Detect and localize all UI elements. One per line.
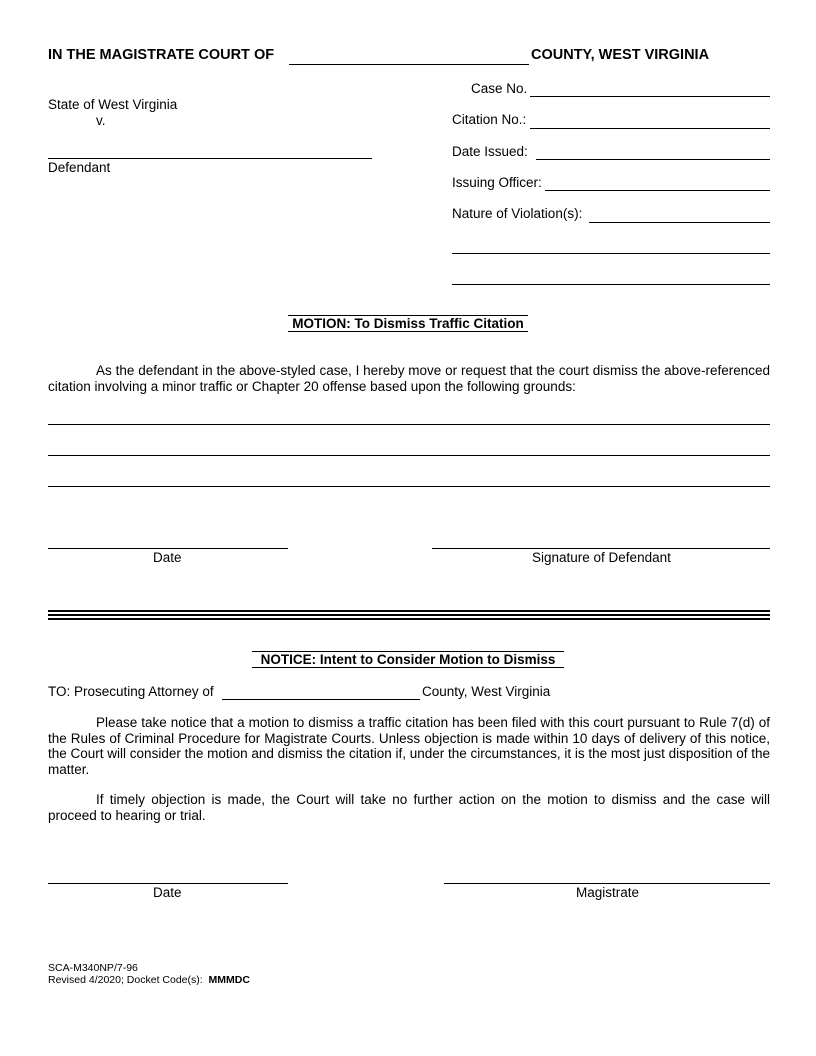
nature-of-violation-line-2[interactable]: [452, 253, 770, 254]
motion-body-text: As the defendant in the above-styled case, I hereby move or request that the court dismiss the above-referenced citation involving a minor traffic or Chapter 20 offense based upon the following grounds:: [48, 363, 770, 394]
notice-paragraph-1-text: Please take notice that a motion to dismiss a traffic citation has been filed with this court pursuant to Rule 7(d) of the Rules of Criminal Procedure for Magistrate Courts. Unless objection is made within 10 days of delivery of this notice, the Court will consider the motion and dismiss the citation if, under the circumstances, it is the most just disposition of the matter.: [48, 715, 770, 777]
grounds-line-2[interactable]: [48, 455, 770, 456]
notice-date-line[interactable]: [48, 883, 288, 884]
notice-paragraph-2-text: If timely objection is made, the Court will take no further action on the motion to dismiss and the case will proceed to hearing or trial.: [48, 792, 770, 823]
notice-title: NOTICE: Intent to Consider Motion to Dismiss: [252, 651, 564, 668]
plaintiff-name: State of West Virginia: [48, 97, 178, 112]
nature-of-violation-line-3[interactable]: [452, 284, 770, 285]
motion-date-line[interactable]: [48, 548, 288, 549]
magistrate-label: Magistrate: [576, 885, 640, 900]
nature-of-violation-label: Nature of Violation(s):: [452, 206, 583, 221]
issuing-officer-line[interactable]: [545, 190, 770, 191]
motion-body: [48, 363, 770, 394]
defendant-label: Defendant: [48, 160, 111, 175]
revision-line: [48, 974, 250, 986]
citation-no-line[interactable]: [530, 128, 770, 129]
case-no-label: Case No.: [471, 81, 528, 96]
county-name-line[interactable]: [289, 64, 529, 65]
notice-paragraph-2: [48, 792, 770, 823]
notice-date-label: Date: [153, 885, 182, 900]
court-header-prefix: IN THE MAGISTRATE COURT OF: [48, 47, 275, 63]
defendant-signature-label: Signature of Defendant: [532, 550, 671, 565]
citation-no-label: Citation No.:: [452, 112, 527, 127]
revision-prefix: Revised 4/2020; Docket Code(s):: [48, 974, 203, 986]
motion-date-label: Date: [153, 550, 182, 565]
section-divider-bottom: [48, 618, 770, 620]
date-issued-label: Date Issued:: [452, 144, 528, 159]
court-header-suffix: COUNTY, WEST VIRGINIA: [531, 47, 710, 63]
grounds-line-1[interactable]: [48, 424, 770, 425]
notice-to-suffix: County, West Virginia: [422, 684, 551, 699]
form-id: SCA-M340NP/7-96: [48, 962, 138, 974]
defendant-name-line[interactable]: [48, 158, 372, 159]
date-issued-line[interactable]: [536, 159, 770, 160]
notice-paragraph-1: [48, 715, 770, 777]
nature-of-violation-line-1[interactable]: [589, 222, 770, 223]
case-no-line[interactable]: [530, 96, 770, 97]
section-divider-top: [48, 610, 770, 612]
grounds-line-3[interactable]: [48, 486, 770, 487]
motion-title: MOTION: To Dismiss Traffic Citation: [288, 315, 528, 332]
magistrate-signature-line[interactable]: [444, 883, 770, 884]
prosecuting-county-line[interactable]: [222, 699, 420, 700]
docket-code: MMMDC: [208, 974, 250, 986]
versus-label: v.: [96, 113, 106, 128]
defendant-signature-line[interactable]: [432, 548, 770, 549]
issuing-officer-label: Issuing Officer:: [452, 175, 542, 190]
section-divider-middle: [48, 614, 770, 616]
notice-to-prefix: TO: Prosecuting Attorney of: [48, 684, 214, 699]
